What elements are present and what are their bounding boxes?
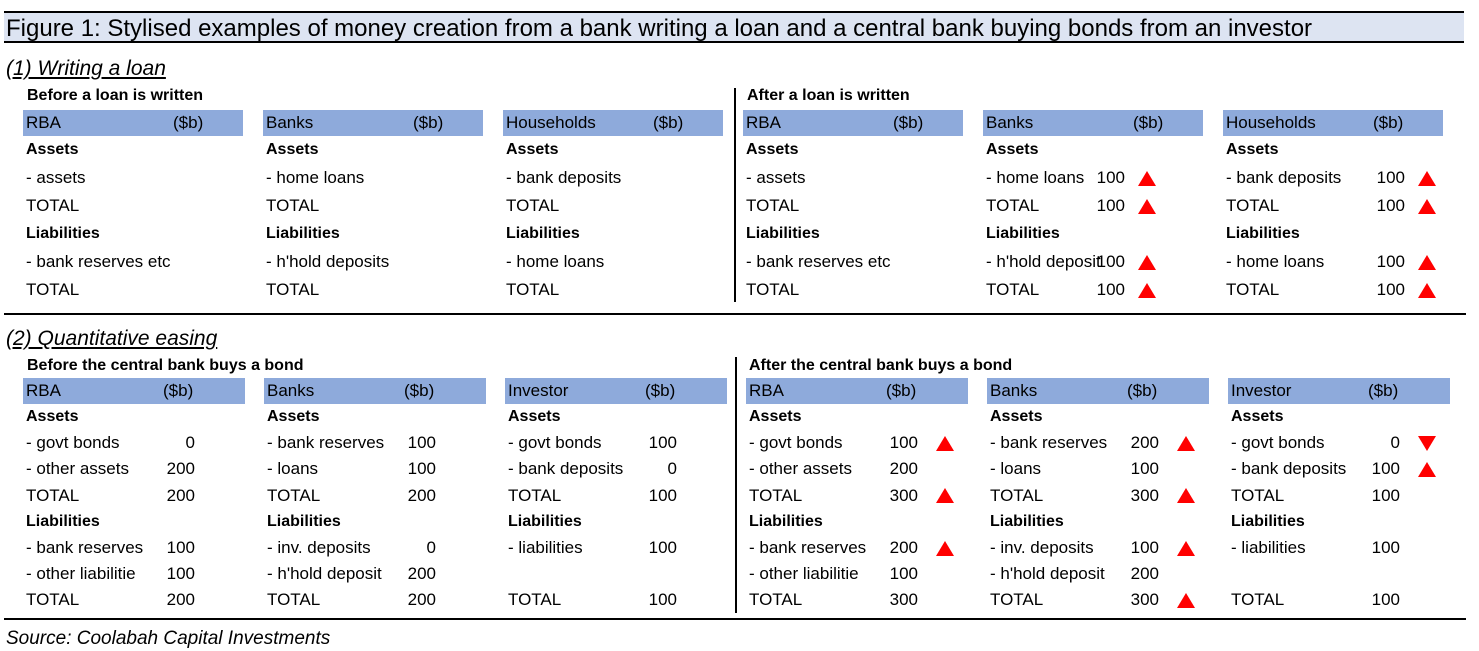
section-heading bbox=[743, 220, 963, 248]
line-item bbox=[746, 535, 968, 561]
section-heading bbox=[23, 509, 245, 535]
line-item-label: - assets bbox=[746, 168, 806, 187]
line-item bbox=[746, 430, 968, 456]
line-item-value: 300 bbox=[889, 590, 918, 610]
panel-name: Banks bbox=[990, 381, 1038, 400]
balance-sheet-banks bbox=[987, 378, 1209, 614]
section-title-qe: (2) Quantitative easing bbox=[6, 327, 218, 350]
line-item-label: Liabilities bbox=[1231, 512, 1305, 530]
panel-units: ($b) bbox=[163, 381, 194, 400]
panel-name: RBA bbox=[746, 113, 781, 132]
line-item bbox=[1228, 561, 1450, 587]
line-item bbox=[264, 483, 486, 509]
line-item bbox=[1223, 276, 1443, 304]
line-item bbox=[1223, 164, 1443, 192]
line-item bbox=[503, 276, 723, 304]
line-item bbox=[746, 587, 968, 613]
line-item bbox=[1228, 483, 1450, 509]
line-item bbox=[987, 561, 1209, 587]
increase-triangle-icon bbox=[1418, 171, 1436, 186]
panel-name: Banks bbox=[986, 113, 1034, 132]
line-item-label: - assets bbox=[26, 168, 86, 187]
line-item-value: 100 bbox=[1096, 252, 1125, 271]
line-item-value: 200 bbox=[889, 459, 918, 479]
line-item-value: 100 bbox=[407, 459, 436, 479]
line-item bbox=[987, 535, 1209, 561]
line-item-label: Assets bbox=[506, 141, 559, 158]
line-item-label: Assets bbox=[1226, 141, 1279, 158]
section-heading bbox=[746, 509, 968, 535]
section-heading bbox=[987, 509, 1209, 535]
section-heading bbox=[503, 136, 723, 164]
line-item bbox=[503, 164, 723, 192]
panel-header bbox=[23, 378, 245, 404]
line-item-label: TOTAL bbox=[1231, 590, 1285, 610]
panel-header bbox=[987, 378, 1209, 404]
line-item-label: TOTAL bbox=[267, 485, 321, 505]
line-item bbox=[1223, 192, 1443, 220]
line-item-value: 100 bbox=[1371, 590, 1400, 610]
line-item-label: TOTAL bbox=[990, 485, 1044, 505]
line-item-label: TOTAL bbox=[26, 590, 80, 610]
line-item-label: - h'hold deposit bbox=[267, 564, 382, 584]
line-item-label: Assets bbox=[986, 141, 1039, 158]
line-item-label: TOTAL bbox=[1231, 485, 1285, 505]
line-item-label: TOTAL bbox=[990, 590, 1044, 610]
line-item-value: 200 bbox=[166, 485, 195, 505]
line-item-value: 100 bbox=[1371, 485, 1400, 505]
section-heading bbox=[263, 220, 483, 248]
line-item bbox=[23, 164, 243, 192]
line-item-label: TOTAL bbox=[267, 590, 321, 610]
line-item-value: 100 bbox=[1371, 537, 1400, 557]
line-item-label: - bank reserves bbox=[267, 433, 385, 453]
line-item-label: Liabilities bbox=[1226, 225, 1300, 242]
line-item-label: - bank reserves bbox=[749, 537, 867, 557]
line-item-label: TOTAL bbox=[506, 280, 560, 299]
line-item-label: TOTAL bbox=[749, 485, 803, 505]
line-item-label: Liabilities bbox=[990, 512, 1064, 530]
line-item bbox=[743, 164, 963, 192]
section-heading bbox=[503, 220, 723, 248]
panel-units: ($b) bbox=[886, 381, 917, 400]
line-item-label: Assets bbox=[26, 141, 79, 158]
panel-name: RBA bbox=[749, 381, 784, 400]
panel-header bbox=[1223, 110, 1443, 136]
panel-name: RBA bbox=[26, 381, 61, 400]
line-item bbox=[264, 561, 486, 587]
line-item-value: 0 bbox=[1390, 433, 1400, 453]
line-item-label: - govt bonds bbox=[749, 433, 843, 453]
increase-triangle-icon bbox=[1138, 255, 1156, 270]
line-item-value: 200 bbox=[166, 459, 195, 479]
line-item-value: 200 bbox=[1130, 564, 1159, 584]
line-item bbox=[983, 276, 1203, 304]
line-item-value: 300 bbox=[1130, 485, 1159, 505]
panel-name: Investor bbox=[508, 381, 569, 400]
line-item-value: 200 bbox=[889, 537, 918, 557]
line-item-label: Assets bbox=[1231, 408, 1284, 425]
line-item-label: Assets bbox=[267, 408, 320, 425]
line-item bbox=[743, 248, 963, 276]
increase-triangle-icon bbox=[1418, 462, 1436, 477]
line-item bbox=[505, 561, 727, 587]
panel-units: ($b) bbox=[1368, 381, 1399, 400]
increase-triangle-icon bbox=[936, 541, 954, 556]
section-heading bbox=[1228, 509, 1450, 535]
line-item-label: TOTAL bbox=[749, 590, 803, 610]
balance-sheet-households bbox=[503, 110, 723, 304]
line-item bbox=[264, 587, 486, 613]
line-item-value: 200 bbox=[1130, 433, 1159, 453]
panel-header bbox=[503, 110, 723, 136]
line-item bbox=[983, 248, 1203, 276]
line-item-label: Liabilities bbox=[746, 225, 820, 242]
line-item-label: - bank reserves bbox=[26, 537, 144, 557]
line-item-label: TOTAL bbox=[266, 196, 320, 215]
section-heading bbox=[1223, 136, 1443, 164]
line-item-label: Liabilities bbox=[26, 225, 100, 242]
line-item-label: Assets bbox=[990, 408, 1043, 425]
line-item bbox=[23, 248, 243, 276]
line-item-value: 100 bbox=[648, 590, 677, 610]
panel-header bbox=[1228, 378, 1450, 404]
increase-triangle-icon bbox=[1138, 199, 1156, 214]
balance-sheet-rba bbox=[23, 110, 243, 304]
line-item bbox=[263, 164, 483, 192]
line-item-label: Liabilities bbox=[26, 512, 100, 530]
line-item bbox=[264, 456, 486, 482]
line-item-label: - home loans bbox=[986, 168, 1085, 187]
section-rule bbox=[4, 313, 1466, 315]
line-item-label: Liabilities bbox=[749, 512, 823, 530]
line-item-label: - govt bonds bbox=[1231, 433, 1325, 453]
line-item-label: - inv. deposits bbox=[990, 537, 1094, 557]
line-item-label: - other liabilitie bbox=[749, 564, 859, 584]
line-item-value: 100 bbox=[648, 485, 677, 505]
line-item-label: TOTAL bbox=[26, 196, 80, 215]
section-heading bbox=[1228, 404, 1450, 430]
balance-sheet-households bbox=[1223, 110, 1443, 304]
decrease-triangle-icon bbox=[1418, 436, 1436, 451]
line-item-value: 100 bbox=[648, 433, 677, 453]
line-item-label: - home loans bbox=[266, 168, 365, 187]
line-item bbox=[23, 276, 243, 304]
line-item-label: TOTAL bbox=[986, 196, 1040, 215]
line-item bbox=[983, 192, 1203, 220]
increase-triangle-icon bbox=[1418, 283, 1436, 298]
line-item bbox=[23, 456, 245, 482]
panel-name: Households bbox=[1226, 113, 1316, 132]
panel-header bbox=[743, 110, 963, 136]
section-heading bbox=[505, 404, 727, 430]
line-item-label: - govt bonds bbox=[508, 433, 602, 453]
line-item-value: 100 bbox=[1096, 280, 1125, 299]
line-item bbox=[983, 164, 1203, 192]
panel-units: ($b) bbox=[893, 113, 924, 132]
line-item bbox=[1228, 430, 1450, 456]
line-item bbox=[746, 456, 968, 482]
line-item bbox=[505, 456, 727, 482]
line-item-value: 100 bbox=[889, 564, 918, 584]
line-item-label: - bank deposits bbox=[506, 168, 622, 187]
line-item-value: 100 bbox=[889, 433, 918, 453]
line-item bbox=[505, 587, 727, 613]
increase-triangle-icon bbox=[1418, 255, 1436, 270]
line-item bbox=[1228, 535, 1450, 561]
increase-triangle-icon bbox=[1177, 488, 1195, 503]
balance-sheet-rba bbox=[23, 378, 245, 614]
section-heading bbox=[983, 220, 1203, 248]
panel-name: Investor bbox=[1231, 381, 1292, 400]
increase-triangle-icon bbox=[1177, 593, 1195, 608]
line-item-label: TOTAL bbox=[508, 485, 562, 505]
increase-triangle-icon bbox=[1418, 199, 1436, 214]
line-item bbox=[23, 535, 245, 561]
after-bond-label: After the central bank buys a bond bbox=[749, 357, 1013, 374]
increase-triangle-icon bbox=[1138, 171, 1156, 186]
panel-name: Banks bbox=[267, 381, 315, 400]
line-item-value: 300 bbox=[889, 485, 918, 505]
line-item-label: TOTAL bbox=[746, 196, 800, 215]
line-item-label: TOTAL bbox=[26, 280, 80, 299]
before-bond-label: Before the central bank buys a bond bbox=[27, 357, 304, 374]
line-item-label: TOTAL bbox=[986, 280, 1040, 299]
line-item-label: TOTAL bbox=[506, 196, 560, 215]
increase-triangle-icon bbox=[936, 436, 954, 451]
line-item-label: TOTAL bbox=[26, 485, 80, 505]
section-heading bbox=[987, 404, 1209, 430]
panel-units: ($b) bbox=[173, 113, 204, 132]
panel-name: RBA bbox=[26, 113, 61, 132]
line-item-label: - bank deposits bbox=[1231, 459, 1347, 479]
section2-divider bbox=[735, 357, 737, 613]
section-heading bbox=[746, 404, 968, 430]
line-item-label: TOTAL bbox=[1226, 196, 1280, 215]
line-item bbox=[503, 192, 723, 220]
line-item bbox=[987, 483, 1209, 509]
panel-name: Households bbox=[506, 113, 596, 132]
section-heading bbox=[23, 220, 243, 248]
line-item bbox=[23, 430, 245, 456]
after-loan-label: After a loan is written bbox=[747, 87, 910, 104]
figure-title: Figure 1: Stylised examples of money creation from a bank writing a loan and a central bank buying bonds from an investor bbox=[4, 11, 1464, 43]
section-heading bbox=[743, 136, 963, 164]
section-heading bbox=[23, 136, 243, 164]
line-item-label: - liabilities bbox=[1231, 537, 1306, 557]
line-item-label: - h'hold deposit bbox=[990, 564, 1105, 584]
line-item-value: 100 bbox=[1376, 280, 1405, 299]
section-heading bbox=[263, 136, 483, 164]
line-item-value: 200 bbox=[166, 590, 195, 610]
line-item-label: - liabilities bbox=[508, 537, 583, 557]
line-item-label: - bank deposits bbox=[1226, 168, 1342, 187]
panel-units: ($b) bbox=[1127, 381, 1158, 400]
line-item-label: TOTAL bbox=[266, 280, 320, 299]
line-item-value: 100 bbox=[166, 564, 195, 584]
balance-sheet-banks bbox=[983, 110, 1203, 304]
line-item-value: 100 bbox=[407, 433, 436, 453]
line-item-value: 200 bbox=[407, 485, 436, 505]
line-item-label: Liabilities bbox=[986, 225, 1060, 242]
increase-triangle-icon bbox=[1177, 541, 1195, 556]
line-item-value: 100 bbox=[1376, 168, 1405, 187]
line-item bbox=[264, 535, 486, 561]
line-item bbox=[987, 456, 1209, 482]
panel-units: ($b) bbox=[653, 113, 684, 132]
line-item-value: 100 bbox=[648, 537, 677, 557]
line-item-label: Liabilities bbox=[267, 512, 341, 530]
section-heading bbox=[264, 509, 486, 535]
line-item bbox=[263, 192, 483, 220]
line-item bbox=[743, 192, 963, 220]
line-item-label: - h'hold deposit bbox=[986, 252, 1101, 271]
panel-header bbox=[983, 110, 1203, 136]
line-item bbox=[23, 192, 243, 220]
line-item-label: - bank reserves etc bbox=[26, 252, 171, 271]
line-item-value: 0 bbox=[667, 459, 677, 479]
line-item-label: - h'hold deposits bbox=[266, 252, 390, 271]
line-item bbox=[23, 483, 245, 509]
line-item bbox=[1228, 456, 1450, 482]
line-item-label: - bank reserves etc bbox=[746, 252, 891, 271]
line-item bbox=[1223, 248, 1443, 276]
line-item-label: Liabilities bbox=[266, 225, 340, 242]
line-item-label: - loans bbox=[267, 459, 319, 479]
section-title-loan: (1) Writing a loan bbox=[6, 57, 166, 80]
line-item-value: 300 bbox=[1130, 590, 1159, 610]
section-heading bbox=[23, 404, 245, 430]
panel-header bbox=[264, 378, 486, 404]
source-note: Source: Coolabah Capital Investments bbox=[6, 628, 331, 649]
line-item bbox=[23, 561, 245, 587]
line-item bbox=[505, 430, 727, 456]
line-item-label: - home loans bbox=[1226, 252, 1325, 271]
before-loan-label: Before a loan is written bbox=[27, 87, 204, 104]
line-item bbox=[505, 535, 727, 561]
balance-sheet-banks bbox=[264, 378, 486, 614]
line-item-label: - loans bbox=[990, 459, 1042, 479]
increase-triangle-icon bbox=[936, 488, 954, 503]
line-item bbox=[263, 276, 483, 304]
line-item bbox=[987, 430, 1209, 456]
line-item-value: 200 bbox=[407, 590, 436, 610]
line-item-label: Assets bbox=[508, 408, 561, 425]
panel-header bbox=[746, 378, 968, 404]
section-heading bbox=[264, 404, 486, 430]
line-item bbox=[1228, 587, 1450, 613]
balance-sheet-investor bbox=[505, 378, 727, 614]
panel-units: ($b) bbox=[404, 381, 435, 400]
line-item-value: 100 bbox=[1376, 252, 1405, 271]
line-item-value: 100 bbox=[1371, 459, 1400, 479]
line-item-label: Assets bbox=[746, 141, 799, 158]
line-item bbox=[987, 587, 1209, 613]
line-item bbox=[746, 483, 968, 509]
panel-header bbox=[263, 110, 483, 136]
line-item-label: Liabilities bbox=[508, 512, 582, 530]
line-item-label: - home loans bbox=[506, 252, 605, 271]
line-item-value: 100 bbox=[1130, 459, 1159, 479]
line-item bbox=[743, 276, 963, 304]
line-item bbox=[23, 587, 245, 613]
line-item-value: 100 bbox=[1376, 196, 1405, 215]
panel-header bbox=[505, 378, 727, 404]
line-item-value: 0 bbox=[185, 433, 195, 453]
line-item-label: - bank reserves bbox=[990, 433, 1108, 453]
line-item-label: Assets bbox=[749, 408, 802, 425]
line-item bbox=[505, 483, 727, 509]
balance-sheet-investor bbox=[1228, 378, 1450, 614]
line-item-label: TOTAL bbox=[746, 280, 800, 299]
balance-sheet-rba bbox=[746, 378, 968, 614]
line-item-label: - bank deposits bbox=[508, 459, 624, 479]
panel-units: ($b) bbox=[645, 381, 676, 400]
panel-units: ($b) bbox=[1373, 113, 1404, 132]
panel-header bbox=[23, 110, 243, 136]
line-item-label: - other liabilitie bbox=[26, 564, 136, 584]
line-item bbox=[264, 430, 486, 456]
balance-sheet-banks bbox=[263, 110, 483, 304]
section1-divider bbox=[734, 88, 736, 302]
balance-sheet-rba bbox=[743, 110, 963, 304]
bottom-rule bbox=[4, 618, 1466, 620]
line-item-label: TOTAL bbox=[508, 590, 562, 610]
section-heading bbox=[505, 509, 727, 535]
line-item-value: 200 bbox=[407, 564, 436, 584]
line-item-value: 100 bbox=[166, 537, 195, 557]
panel-units: ($b) bbox=[1133, 113, 1164, 132]
line-item-label: Assets bbox=[26, 408, 79, 425]
panel-name: Banks bbox=[266, 113, 314, 132]
line-item-label: TOTAL bbox=[1226, 280, 1280, 299]
line-item-label: - govt bonds bbox=[26, 433, 120, 453]
section-heading bbox=[1223, 220, 1443, 248]
line-item-label: Assets bbox=[266, 141, 319, 158]
line-item-label: - other assets bbox=[26, 459, 129, 479]
line-item bbox=[746, 561, 968, 587]
panel-units: ($b) bbox=[413, 113, 444, 132]
line-item-value: 100 bbox=[1130, 537, 1159, 557]
line-item-label: - inv. deposits bbox=[267, 537, 371, 557]
line-item-label: Liabilities bbox=[506, 225, 580, 242]
increase-triangle-icon bbox=[1138, 283, 1156, 298]
line-item-value: 0 bbox=[426, 537, 436, 557]
line-item bbox=[503, 248, 723, 276]
line-item-value: 100 bbox=[1096, 196, 1125, 215]
line-item bbox=[263, 248, 483, 276]
line-item-value: 100 bbox=[1096, 168, 1125, 187]
increase-triangle-icon bbox=[1177, 436, 1195, 451]
section-heading bbox=[983, 136, 1203, 164]
line-item-label: - other assets bbox=[749, 459, 852, 479]
